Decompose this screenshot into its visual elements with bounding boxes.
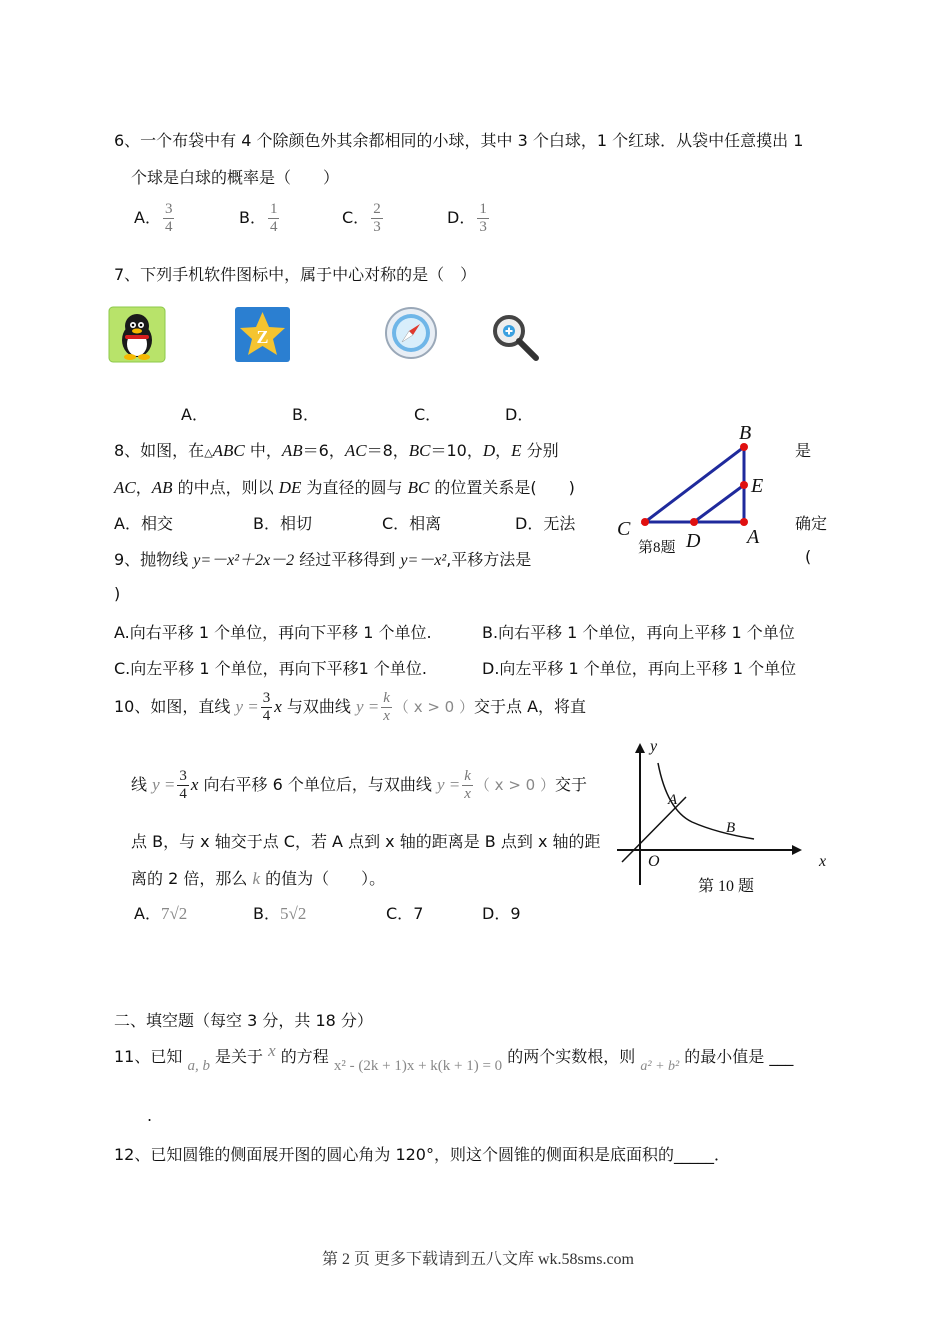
q8-line2: AC，AB 的中点，则以 DE 为直径的圆与 BC 的位置关系是( )	[114, 478, 575, 497]
point-e-label: E	[751, 475, 764, 497]
q11-stem: 11、已知 a, b 是关于 x 的方程 x² - (2k + 1)x + k(k + 1) = 0 的两个实数根，则 a² + b² 的最小值是 ___	[114, 1041, 794, 1074]
point-b-label: B	[726, 820, 736, 836]
q10-line4: 离的 2 倍，那么 k 的值为（ ）。	[131, 869, 386, 888]
q10-line2: 线 y = $\frac{3}{4}$ x 向右平移 6 个单位后，与双曲线 y = $\frac{k}{x}$ （ x > 0 ）交于	[131, 768, 587, 802]
q7-label-b: B．	[292, 405, 319, 424]
q9-option-d[interactable]: D.向左平移 1 个单位，再向上平移 1 个单位	[482, 659, 797, 678]
page-footer: 第 2 页 更多下载请到五八文库 wk.58sms.com	[322, 1251, 635, 1268]
q7-stem: 7、下列手机软件图标中，属于中心对称的是（ ）	[114, 265, 477, 284]
point-c-label: C	[617, 518, 631, 540]
svg-text:Z: Z	[256, 327, 269, 347]
origin-label: O	[648, 853, 660, 870]
q10-option-a[interactable]: A．7√2	[134, 904, 188, 923]
q8-line1: 8、如图，在△ABC 中，AB＝6，AC＝8，BC＝10，D，E 分别	[114, 441, 559, 460]
q10-line1: 10、如图，直线 y = $\frac{3}{4}$ x 与双曲线 y = $\frac{k}{x}$ （ x > 0 ）交于点 A，将直	[114, 690, 587, 724]
point-d-label: D	[686, 530, 701, 552]
point-b-label: B	[739, 422, 752, 444]
q6-option-a[interactable]: A． $\frac{3}{4}$	[134, 201, 173, 235]
section-2-title: 二、填空题（每空 3 分，共 18 分）	[114, 1011, 373, 1030]
q10-line3: 点 B，与 x 轴交于点 C，若 A 点到 x 轴的距离是 B 点到 x 轴的距	[131, 832, 601, 851]
q9-stem: 9、抛物线 y=－x²＋2x－2 经过平移得到 y=－x²,平移方法是	[114, 550, 532, 569]
star-z-icon[interactable]	[234, 306, 291, 363]
q9-paren-close: )	[114, 584, 121, 603]
q6-option-b[interactable]: B． $\frac{1}{4}$	[239, 201, 278, 235]
magnifier-icon[interactable]	[490, 312, 540, 362]
q7-label-d: D．	[505, 405, 534, 424]
q8-option-b[interactable]: B．相切	[253, 514, 312, 533]
point-a-label: A	[747, 526, 760, 548]
q6-line2: 个球是白球的概率是（ ）	[131, 168, 340, 187]
q9-option-b[interactable]: B.向右平移 1 个单位，再向上平移 1 个单位	[482, 623, 795, 642]
q10-option-d[interactable]: D．9	[482, 904, 521, 923]
q8-option-d-tail: 确定	[795, 514, 828, 533]
q8-option-d[interactable]: D．无法	[515, 514, 576, 533]
q7-label-a: A．	[181, 405, 208, 424]
q6-option-d[interactable]: D． $\frac{1}{3}$	[447, 201, 487, 235]
q8-line1-right: 是	[795, 441, 812, 460]
qq-penguin-icon[interactable]	[108, 306, 166, 363]
q6-option-c[interactable]: C． $\frac{2}{3}$	[342, 201, 381, 235]
q6-line1: 6、一个布袋中有 4 个除颜色外其余都相同的小球，其中 3 个白球，1 个红球．从袋中任意摸出 1	[114, 131, 804, 150]
q10-hyperbola-figure	[612, 735, 842, 900]
y-axis-label: y	[650, 738, 658, 755]
point-a-label: A	[668, 792, 678, 808]
q11-trailing-dot: .	[147, 1106, 153, 1125]
q12-stem: 12、已知圆锥的侧面展开图的圆心角为 120°，则这个圆锥的侧面积是底面积的_____．	[114, 1145, 730, 1164]
compass-icon[interactable]	[384, 306, 438, 360]
q10-option-c[interactable]: C．7	[386, 904, 424, 923]
q8-option-a[interactable]: A．相交	[114, 514, 173, 533]
q9-option-a[interactable]: A.向右平移 1 个单位，再向下平移 1 个单位.	[114, 623, 432, 642]
q8-option-c[interactable]: C．相离	[382, 514, 442, 533]
q9-option-c[interactable]: C.向左平移 1 个单位，再向下平移1 个单位.	[114, 659, 427, 678]
x-axis-label: x	[819, 853, 827, 870]
q8-triangle-figure	[612, 420, 777, 560]
q9-paren-open: (	[805, 547, 812, 566]
figure-10-caption: 第 10 题	[698, 878, 755, 895]
figure-8-caption: 第8题	[638, 540, 676, 556]
q10-option-b[interactable]: B．5√2	[253, 904, 307, 923]
q7-label-c: C．	[414, 405, 442, 424]
